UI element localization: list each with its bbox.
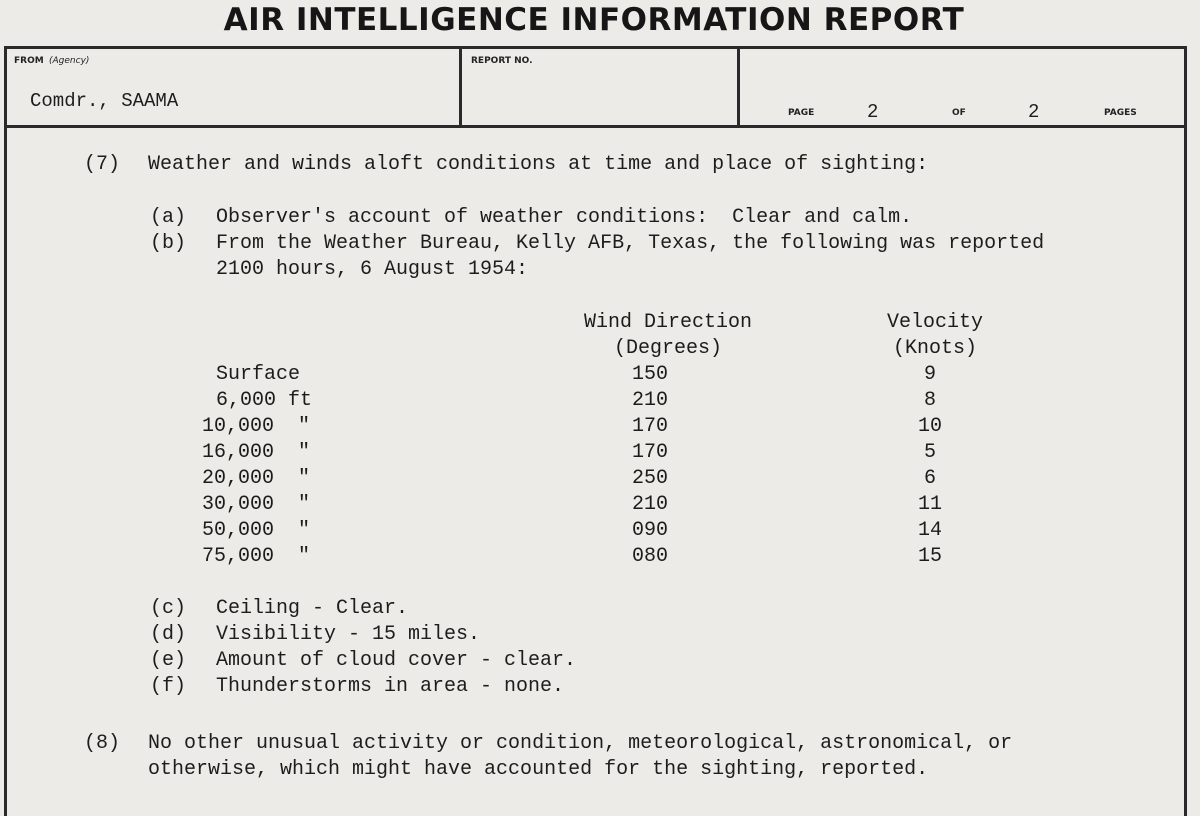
item-d-label: (d): [150, 623, 187, 646]
section-8-line1: No other unusual activity or condition, meteorological, astronomical, or: [148, 732, 1013, 755]
item-b-text-line2: 2100 hours, 6 August 1954:: [216, 258, 529, 281]
wind-direction-unit: (Degrees): [613, 337, 723, 360]
item-f-text: Thunderstorms in area - none.: [216, 675, 565, 698]
velocity-cell: 14: [917, 519, 942, 542]
item-e-text: Amount of cloud cover - clear.: [216, 649, 577, 672]
item-c-text: Ceiling - Clear.: [216, 597, 409, 620]
section-8-line2: otherwise, which might have accounted for the sighting, reported.: [148, 758, 929, 781]
wind-direction-cell: 250: [631, 467, 668, 490]
item-f-label: (f): [150, 675, 187, 698]
section-7-number: (7): [84, 153, 121, 176]
wind-direction-header: Wind Direction: [583, 311, 753, 334]
item-e-label: (e): [150, 649, 187, 672]
pages-label: PAGES: [1104, 108, 1137, 118]
velocity-cell: 15: [917, 545, 942, 568]
velocity-header: Velocity: [886, 311, 983, 334]
wind-direction-cell: 170: [631, 415, 668, 438]
velocity-cell: 11: [917, 493, 942, 516]
velocity-cell: 6: [923, 467, 936, 490]
item-c-label: (c): [150, 597, 187, 620]
item-a-text: Observer's account of weather conditions: Clear and calm.: [216, 206, 913, 229]
altitude-cell: 10,000 ": [202, 415, 311, 438]
header-divider: [737, 46, 740, 128]
velocity-cell: 5: [923, 441, 936, 464]
wind-direction-cell: 210: [631, 493, 668, 516]
item-b-text-line1: From the Weather Bureau, Kelly AFB, Texas, the following was reported: [216, 232, 1045, 255]
wind-direction-cell: 090: [631, 519, 668, 542]
altitude-cell: 6,000 ft: [216, 389, 313, 412]
altitude-cell: Surface: [216, 363, 301, 386]
from-label-hint: (Agency): [49, 56, 90, 66]
altitude-cell: 50,000 ": [202, 519, 311, 542]
report-title: AIR INTELLIGENCE INFORMATION REPORT: [223, 2, 965, 38]
item-b-label: (b): [150, 232, 187, 255]
velocity-cell: 8: [923, 389, 936, 412]
total-pages: 2: [1028, 101, 1040, 123]
page-number: 2: [867, 101, 879, 123]
wind-direction-cell: 150: [631, 363, 668, 386]
altitude-cell: 20,000 ": [202, 467, 311, 490]
velocity-unit: (Knots): [892, 337, 977, 360]
altitude-cell: 30,000 ": [202, 493, 311, 516]
wind-direction-cell: 170: [631, 441, 668, 464]
of-label: OF: [952, 108, 966, 118]
from-label: FROM: [14, 56, 44, 66]
page-label: PAGE: [788, 108, 815, 118]
velocity-cell: 10: [917, 415, 942, 438]
wind-direction-cell: 210: [631, 389, 668, 412]
velocity-cell: 9: [923, 363, 936, 386]
wind-direction-cell: 080: [631, 545, 668, 568]
item-a-label: (a): [150, 206, 187, 229]
from-value: Comdr., SAAMA: [30, 90, 179, 112]
item-d-text: Visibility - 15 miles.: [216, 623, 481, 646]
altitude-cell: 16,000 ": [202, 441, 311, 464]
section-8-number: (8): [84, 732, 121, 755]
form-header-row: [4, 46, 1187, 128]
section-7-heading: Weather and winds aloft conditions at time and place of sighting:: [148, 153, 929, 176]
altitude-cell: 75,000 ": [202, 545, 311, 568]
header-divider: [459, 46, 462, 128]
report-no-label: REPORT NO.: [471, 56, 533, 66]
